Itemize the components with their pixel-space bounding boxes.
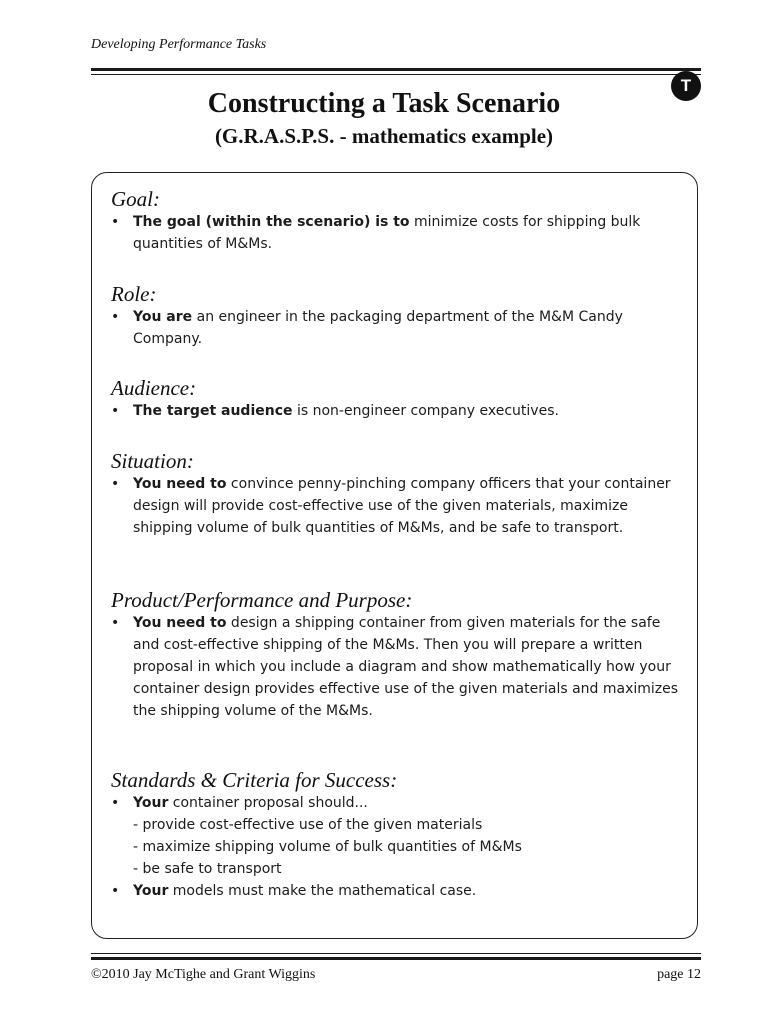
goal-lead: The goal (within the scenario) is to xyxy=(133,214,410,230)
goal-heading: Goal: xyxy=(111,187,160,211)
copyright: ©2010 Jay McTighe and Grant Wiggins xyxy=(91,967,316,982)
footer-rule-thick xyxy=(91,957,701,960)
bullet: • xyxy=(111,309,120,325)
standards-lead-1: Your xyxy=(133,795,169,811)
product-item xyxy=(111,612,686,722)
product-heading: Product/Performance and Purpose: xyxy=(111,588,413,612)
header-rule-thick xyxy=(91,68,701,71)
section-standards xyxy=(111,768,686,902)
page-number: page 12 xyxy=(657,967,701,982)
role-heading: Role: xyxy=(111,282,157,306)
goal-text: minimize costs for shipping bulk quantities of M&Ms. xyxy=(133,214,641,252)
section-goal xyxy=(111,187,686,255)
situation-text: convince penny-pinching company officers that your container design will provide cost-effective use of the given materials, maximize shipping volume of bulk quantities of M&Ms, and be safe to transport. xyxy=(133,476,671,536)
situation-heading: Situation: xyxy=(111,449,194,473)
goal-item xyxy=(111,211,686,255)
criterion: - provide cost-effective use of the given materials xyxy=(133,817,483,833)
audience-item xyxy=(111,400,686,422)
role-text: an engineer in the packaging department of the M&M Candy Company. xyxy=(133,309,623,347)
section-role xyxy=(111,282,686,350)
standards-text-2: models must make the mathematical case. xyxy=(168,883,477,899)
bullet: • xyxy=(111,476,120,492)
standards-item-1 xyxy=(111,792,686,880)
bullet: • xyxy=(111,795,120,811)
page-subtitle: (G.R.A.S.P.S. - mathematics example) xyxy=(214,124,554,148)
section-product xyxy=(111,588,686,722)
situation-lead: You need to xyxy=(133,476,227,492)
product-text: design a shipping container from given materials for the safe and cost-effective shipping of the M&Ms. Then you will prepare a written proposal in which you include a diagram and show mathematically how your container design provides effective use of the given materials and maximizes the shipping volume of the M&Ms. xyxy=(133,615,679,719)
role-lead: You are xyxy=(133,309,193,325)
page-title: Constructing a Task Scenario xyxy=(207,88,561,119)
section-audience xyxy=(111,376,686,422)
bullet: • xyxy=(111,883,120,899)
standards-lead-2: Your xyxy=(133,883,169,899)
criterion: - maximize shipping volume of bulk quantities of M&Ms xyxy=(133,839,522,855)
footer-rule-thin xyxy=(91,953,701,954)
standards-item-2 xyxy=(111,880,686,902)
section-situation xyxy=(111,449,686,539)
role-item xyxy=(111,306,686,350)
bullet: • xyxy=(111,615,120,631)
teacher-badge: T xyxy=(671,71,701,101)
audience-lead: The target audience xyxy=(133,403,293,419)
standards-heading: Standards & Criteria for Success: xyxy=(111,768,398,792)
audience-heading: Audience: xyxy=(111,376,197,400)
product-lead: You need to xyxy=(133,615,227,631)
situation-item xyxy=(111,473,686,539)
bullet: • xyxy=(111,403,120,419)
criterion: - be safe to transport xyxy=(133,861,282,877)
bullet: • xyxy=(111,214,120,230)
standards-text-1: container proposal should... xyxy=(168,795,368,811)
running-head: Developing Performance Tasks xyxy=(91,37,267,52)
header-rule-thin xyxy=(91,74,701,75)
audience-text: is non-engineer company executives. xyxy=(292,403,559,419)
